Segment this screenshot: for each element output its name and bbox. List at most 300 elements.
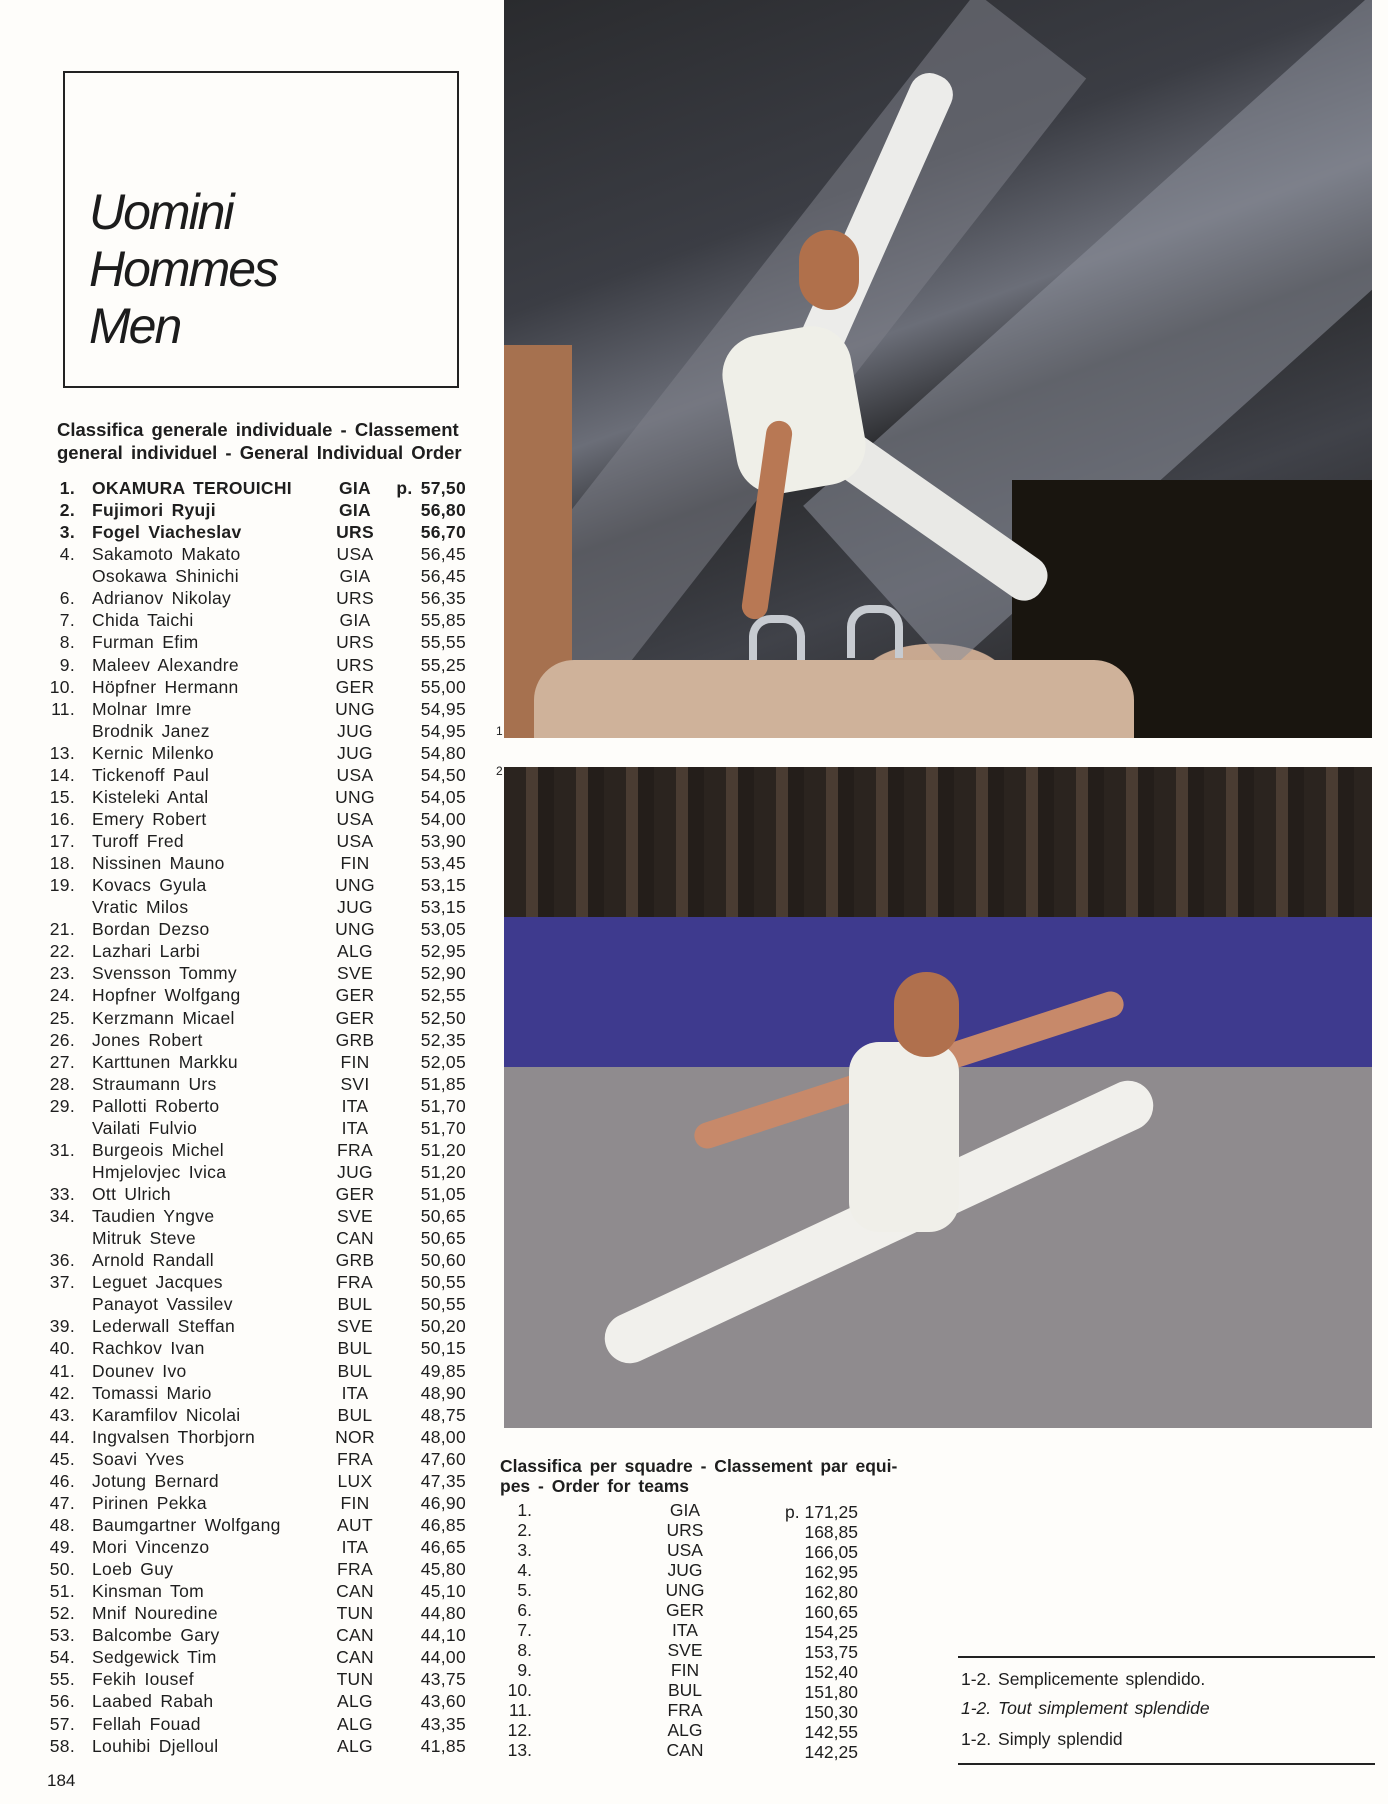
rank-number: 34. [49,1206,75,1227]
athlete-name: Hopfner Wolfgang [92,985,241,1006]
team-code: UNG [665,1580,705,1600]
athlete-name: Höpfner Hermann [92,676,239,697]
score: 48,75 [420,1404,466,1425]
ranking-row [40,1227,470,1249]
nation-code: URS [336,522,374,543]
ranking-row [40,1293,470,1315]
rank-number: 11. [508,1700,532,1720]
caption-french: 1-2. Tout simplement splendide [961,1698,1210,1718]
nation-code: FRA [337,1448,373,1469]
athlete-name: Adrianov Nikolay [92,588,232,609]
athlete-name: Turoff Fred [92,831,184,851]
ranking-row [40,1690,470,1712]
score: 56,45 [420,544,466,565]
athlete-name: Fekih Iousef [92,1669,194,1690]
ranking-row [40,1095,470,1117]
team-ranking-row [500,1700,900,1720]
athlete-name: Balcombe Gary [92,1625,220,1646]
score: 51,05 [420,1184,466,1204]
ranking-row [40,1492,470,1514]
score: 50,55 [420,1272,466,1293]
score: 54,50 [420,764,466,785]
rank-number: 6. [59,588,75,609]
nation-code: FIN [340,853,370,874]
athlete-name: Tickenoff Paul [92,764,210,785]
score: 162,80 [804,1582,858,1602]
rank-number: 54. [49,1647,75,1668]
rank-number: 3. [59,522,75,543]
score: 54,00 [420,808,466,829]
pommel-horse [534,660,1134,738]
score: 166,05 [804,1542,858,1562]
athlete-name: Karttunen Markku [92,1051,238,1072]
nation-code: BUL [337,1294,373,1315]
athlete-name: Tomassi Mario [92,1382,212,1403]
rank-number: 4. [517,1560,532,1580]
rank-number: 22. [49,941,75,962]
team-code: CAN [666,1740,704,1760]
athlete-name: OKAMURA TEROUICHI [92,478,292,498]
ranking-row [40,1646,470,1668]
athlete-name: Chida Taichi [92,610,194,631]
ranking-row [40,786,470,808]
team-ranking-row [500,1640,900,1660]
rank-number: 52. [49,1603,75,1624]
ranking-row [40,1051,470,1073]
ranking-row [40,808,470,830]
athlete-name: Baumgartner Wolfgang [92,1514,281,1535]
score: 48,00 [420,1426,466,1447]
score: 45,10 [420,1581,466,1602]
rank-number: 14. [49,764,75,785]
section-title-box [63,71,459,388]
photo-pommel-horse [504,0,1372,738]
rank-number: 6. [517,1600,532,1620]
nation-code: ITA [341,1095,369,1116]
team-code: ITA [672,1620,698,1640]
score: 41,85 [420,1735,466,1756]
ranking-row [40,1536,470,1558]
score: 52,05 [420,1051,466,1072]
athlete-name: Karamfilov Nicolai [92,1404,241,1425]
ranking-row [40,918,470,940]
athlete-name: Arnold Randall [92,1250,214,1271]
rank-number: 57. [49,1713,75,1734]
ranking-row [40,720,470,742]
nation-code: GER [335,985,375,1006]
score: 49,85 [420,1360,466,1381]
rank-number: 15. [49,786,75,807]
ranking-row [40,1205,470,1227]
nation-code: UNG [335,875,375,896]
athlete-name: Sakamoto Makato [92,544,241,565]
score: 51,20 [420,1161,466,1182]
athlete-name: Rachkov Ivan [92,1338,205,1359]
athlete-name: Straumann Urs [92,1073,217,1094]
nation-code: BUL [337,1404,373,1425]
score: 54,05 [420,786,466,807]
athlete-name: Pallotti Roberto [92,1095,220,1116]
team-ranking-row [500,1680,900,1700]
score: 51,70 [420,1095,466,1116]
nation-code: ITA [341,1537,369,1557]
rank-number: 51. [49,1581,75,1602]
athlete-name: Kinsman Tom [92,1581,204,1602]
ranking-row [40,1580,470,1602]
ranking-row [40,1735,470,1757]
ranking-row [40,1073,470,1095]
rank-number: 13. [507,1740,532,1760]
nation-code: GER [335,1184,375,1204]
score: 52,35 [420,1029,466,1050]
ranking-row [40,477,470,499]
rank-number: 28. [49,1073,75,1094]
score: 44,00 [420,1647,466,1668]
score: 152,40 [804,1662,858,1682]
nation-code: CAN [336,1581,374,1602]
athlete-name: Nissinen Mauno [92,853,225,874]
team-code: USA [667,1540,703,1560]
rank-number: 10. [49,676,75,697]
team-code: ALG [667,1720,703,1740]
rank-number: 7. [59,610,75,631]
rank-number: 9. [59,654,75,675]
score: 55,55 [420,632,466,653]
rank-number: 58. [49,1735,75,1756]
score: 168,85 [804,1522,858,1542]
rank-number: 39. [49,1316,75,1337]
athlete-name: Lazhari Larbi [92,941,201,962]
ranking-row [40,654,470,676]
nation-code: SVE [337,1316,373,1337]
ranking-row [40,1183,470,1205]
rank-number: 18. [49,853,75,874]
score: 44,80 [420,1603,466,1624]
score: 160,65 [804,1602,858,1622]
ranking-row [40,852,470,874]
spectators [504,767,1372,917]
score: 154,25 [804,1622,858,1642]
nation-code: LUX [337,1470,373,1491]
ranking-row [40,543,470,565]
score: 55,85 [420,610,466,631]
ranking-row [40,1602,470,1624]
nation-code: URS [336,654,374,675]
score: 51,20 [420,1139,466,1160]
ranking-row [40,499,470,521]
rank-number: 56. [49,1691,75,1712]
ranking-row [40,565,470,587]
score: 142,55 [804,1722,858,1742]
rank-number: 33. [49,1184,75,1204]
team-code: GIA [669,1500,701,1520]
page-number: 184 [47,1771,76,1790]
rank-number: 17. [49,831,75,851]
ranking-row [40,1315,470,1337]
nation-code: USA [336,831,374,851]
rank-number: 2. [517,1520,532,1540]
athlete-name: Panayot Vassilev [92,1294,233,1315]
ranking-row [40,896,470,918]
nation-code: JUG [337,1161,373,1182]
ranking-row [40,962,470,984]
athlete-name: Svensson Tommy [92,963,237,984]
score: 43,35 [420,1713,466,1734]
score: 56,70 [420,522,466,543]
nation-code: AUT [337,1514,373,1535]
rank-number: 9. [517,1660,532,1680]
ranking-row [40,1161,470,1183]
rank-number: 7. [517,1620,532,1640]
ranking-row [40,874,470,896]
nation-code: FRA [337,1139,373,1160]
ranking-row [40,676,470,698]
gymnast-head [799,230,859,310]
athlete-name: Kisteleki Antal [92,786,209,807]
nation-code: JUG [337,720,373,741]
athlete-name: Pirinen Pekka [92,1492,207,1513]
individual-ranking-heading: Classifica generale individuale - Classement general individuel - General Individual Order [57,419,462,463]
nation-code: NOR [335,1426,375,1447]
athlete-name: Ingvalsen Thorbjorn [92,1426,256,1447]
rank-number: 10. [507,1680,532,1700]
ranking-row [40,631,470,653]
ranking-row [40,1713,470,1735]
ranking-row [40,984,470,1006]
score: 50,65 [420,1228,466,1249]
nation-code: CAN [336,1228,374,1249]
individual-ranking-list [40,477,470,1757]
nation-code: ALG [337,941,373,962]
nation-code: GER [335,1007,375,1028]
title-english: Men [89,298,181,354]
score: 54,95 [420,720,466,741]
ranking-row [40,521,470,543]
nation-code: ALG [337,1713,373,1734]
team-ranking-row [500,1500,900,1520]
score: 56,80 [420,500,466,521]
nation-code: SVE [337,1206,373,1227]
rank-number: 2. [59,500,75,521]
rank-number: 5. [517,1580,532,1600]
ranking-row [40,1668,470,1690]
score: 153,75 [804,1642,858,1662]
team-ranking-row [500,1660,900,1680]
nation-code: JUG [337,897,373,918]
athlete-name: Kernic Milenko [92,742,214,763]
team-code: SVE [667,1640,703,1660]
score: 43,75 [420,1669,466,1690]
nation-code: TUN [336,1603,374,1624]
score: 53,45 [420,853,466,874]
nation-code: FIN [340,1051,370,1072]
score: 56,35 [420,588,466,609]
athlete-name: Maleev Alexandre [92,654,239,675]
score: 50,20 [420,1316,466,1337]
score: 50,65 [420,1206,466,1227]
rank-number: 29. [49,1095,75,1116]
ranking-row [40,1360,470,1382]
rank-number: 25. [49,1007,75,1028]
score: 51,85 [420,1073,466,1094]
rank-number: 23. [49,963,75,984]
caption-english: 1-2. Simply splendid [961,1729,1123,1749]
ranking-row [40,1514,470,1536]
score: 150,30 [804,1702,858,1722]
score: 46,85 [420,1514,466,1535]
nation-code: ITA [341,1117,369,1138]
athlete-name: Loeb Guy [92,1559,174,1580]
athlete-name: Mori Vincenzo [92,1537,210,1557]
nation-code: GIA [338,478,371,498]
ranking-row [40,1448,470,1470]
rank-number: 49. [49,1537,75,1557]
rank-number: 37. [49,1272,75,1293]
nation-code: FIN [340,1492,370,1513]
nation-code: URS [336,588,374,609]
score: p. 171,25 [785,1502,858,1522]
athlete-name: Soavi Yves [92,1448,185,1469]
athlete-name: Kovacs Gyula [92,875,207,896]
team-code: JUG [667,1560,703,1580]
rank-number: 47. [49,1492,75,1513]
score: 47,60 [420,1448,466,1469]
athlete-name: Leguet Jacques [92,1272,223,1293]
title-french: Hommes [89,241,278,297]
gymnast-torso [849,1042,959,1232]
athlete-name: Jones Robert [92,1029,203,1050]
pommel-handle [847,605,903,658]
ranking-row [40,1007,470,1029]
ranking-row [40,1426,470,1448]
rank-number: 11. [51,698,75,719]
athlete-name: Dounev Ivo [92,1360,187,1381]
gymnast-head [894,972,959,1057]
team-ranking-row [500,1600,900,1620]
score: 48,90 [420,1382,466,1403]
score: 53,15 [420,875,466,896]
ranking-row [40,609,470,631]
score: 50,15 [420,1338,466,1359]
team-heading-line-1: Classifica per squadre - Classement par equi- [500,1456,898,1476]
nation-code: BUL [337,1360,373,1381]
athlete-name: Taudien Yngve [92,1206,215,1227]
team-code: GER [666,1600,704,1620]
athlete-name: Osokawa Shinichi [92,566,239,587]
rank-number: 40. [49,1338,75,1359]
score: 151,80 [804,1682,858,1702]
section-title [89,184,277,355]
score: 54,95 [420,698,466,719]
athlete-name: Mnif Nouredine [92,1603,218,1624]
rank-number: 1. [59,478,75,498]
score: 44,10 [420,1625,466,1646]
title-italian: Uomini [89,184,233,240]
athlete-name: Hmjelovjec Ivica [92,1161,227,1182]
athlete-name: Fellah Fouad [92,1713,201,1734]
nation-code: SVI [340,1073,370,1094]
score: 43,60 [420,1691,466,1712]
athlete-name: Sedgewick Tim [92,1647,217,1668]
nation-code: BUL [337,1338,373,1359]
team-ranking-row [500,1520,900,1540]
athlete-name: Burgeois Michel [92,1139,224,1160]
athlete-name: Molnar Imre [92,698,192,719]
rank-number: 27. [49,1051,75,1072]
rank-number: 26. [49,1029,75,1050]
nation-code: GIA [339,566,371,587]
team-ranking-row [500,1620,900,1640]
rank-number: 53. [49,1625,75,1646]
ranking-row [40,1117,470,1139]
athlete-name: Mitruk Steve [92,1228,196,1249]
score: 51,70 [420,1117,466,1138]
ranking-row [40,698,470,720]
team-ranking-row [500,1560,900,1580]
rank-number: 16. [49,808,75,829]
score: 53,15 [420,897,466,918]
team-ranking-heading [500,1456,940,1496]
nation-code: FRA [337,1559,373,1580]
athlete-name: Furman Efim [92,632,199,653]
rank-number: 55. [49,1669,75,1690]
nation-code: UNG [335,698,375,719]
ranking-row [40,1271,470,1293]
rank-number: 8. [59,632,75,653]
team-ranking-row [500,1540,900,1560]
team-ranking-row [500,1740,900,1760]
athlete-name: Vratic Milos [92,897,189,918]
nation-code: URS [336,632,374,653]
nation-code: USA [336,808,374,829]
athlete-name: Lederwall Steffan [92,1316,236,1337]
photo-1-label: 1 [496,724,503,738]
nation-code: GIA [339,610,371,631]
athlete-name: Emery Robert [92,808,207,829]
nation-code: GER [335,676,375,697]
score: 162,95 [804,1562,858,1582]
rank-number: 24. [49,985,75,1006]
rank-number: 45. [49,1448,75,1469]
athlete-name: Bordan Dezso [92,919,210,940]
nation-code: USA [336,544,374,565]
nation-code: GIA [338,500,371,521]
rank-number: 13. [49,742,75,763]
nation-code: GRB [335,1029,375,1050]
score: 50,60 [420,1250,466,1271]
nation-code: ITA [341,1382,369,1403]
nation-code: CAN [336,1647,374,1668]
team-heading-line-2: pes - Order for teams [500,1476,689,1496]
score: 55,25 [420,654,466,675]
rank-number: 43. [49,1404,75,1425]
nation-code: JUG [337,742,373,763]
score: 142,25 [804,1742,858,1762]
rank-number: 1. [517,1500,532,1520]
athlete-name: Fujimori Ryuji [92,500,216,521]
score: 45,80 [420,1559,466,1580]
ranking-row [40,1249,470,1271]
score: 52,55 [420,985,466,1006]
ranking-row [40,1139,470,1161]
photo-2-label: 2 [496,764,503,778]
ranking-row [40,1558,470,1580]
ranking-row [40,940,470,962]
rank-number: 21. [49,919,75,940]
rank-number: 3. [517,1540,532,1560]
score: 50,55 [420,1294,466,1315]
ranking-row [40,1624,470,1646]
